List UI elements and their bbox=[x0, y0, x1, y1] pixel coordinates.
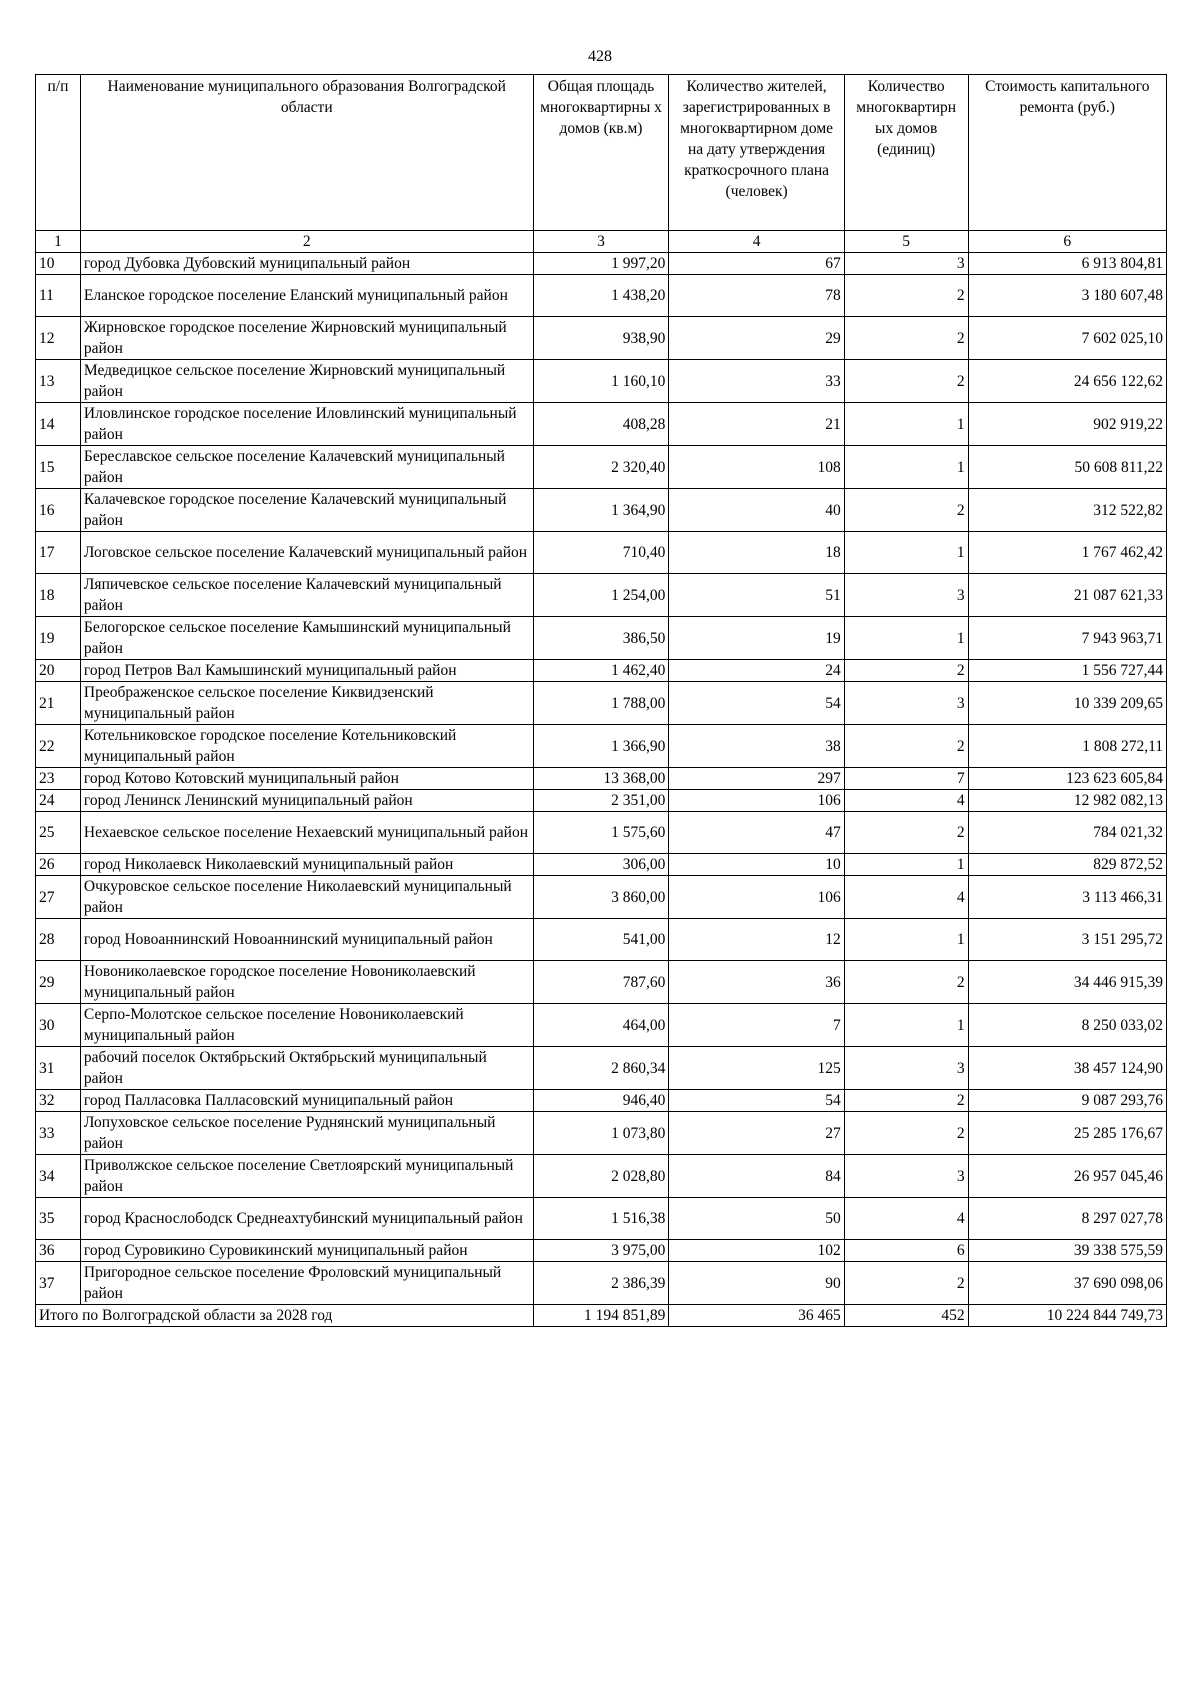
row-cost: 784 021,32 bbox=[968, 812, 1166, 854]
total-cost: 10 224 844 749,73 bbox=[968, 1305, 1166, 1327]
row-houses: 2 bbox=[844, 1112, 968, 1155]
table-row bbox=[36, 1090, 1167, 1112]
row-number: 37 bbox=[36, 1262, 81, 1305]
table-row bbox=[36, 1155, 1167, 1198]
row-cost: 8 297 027,78 bbox=[968, 1198, 1166, 1240]
row-cost: 6 913 804,81 bbox=[968, 253, 1166, 275]
row-area: 2 320,40 bbox=[533, 446, 669, 489]
table-row bbox=[36, 403, 1167, 446]
row-residents: 297 bbox=[669, 768, 844, 790]
row-residents: 102 bbox=[669, 1240, 844, 1262]
row-number: 30 bbox=[36, 1004, 81, 1047]
row-houses: 1 bbox=[844, 1004, 968, 1047]
row-number: 29 bbox=[36, 961, 81, 1004]
row-residents: 106 bbox=[669, 876, 844, 919]
row-residents: 33 bbox=[669, 360, 844, 403]
table-row bbox=[36, 1112, 1167, 1155]
row-number: 15 bbox=[36, 446, 81, 489]
row-cost: 38 457 124,90 bbox=[968, 1047, 1166, 1090]
row-cost: 3 151 295,72 bbox=[968, 919, 1166, 961]
row-municipality: Еланское городское поселение Еланский муниципальный район bbox=[80, 275, 533, 317]
row-number: 14 bbox=[36, 403, 81, 446]
row-number: 33 bbox=[36, 1112, 81, 1155]
row-residents: 90 bbox=[669, 1262, 844, 1305]
row-municipality: Ляпичевское сельское поселение Калачевский муниципальный район bbox=[80, 574, 533, 617]
row-municipality: Приволжское сельское поселение Светлоярский муниципальный район bbox=[80, 1155, 533, 1198]
row-municipality: Белогорское сельское поселение Камышинский муниципальный район bbox=[80, 617, 533, 660]
row-houses: 2 bbox=[844, 725, 968, 768]
row-houses: 4 bbox=[844, 1198, 968, 1240]
header-residents: Количество жителей, зарегистрированных в многоквартирном доме на дату утверждения краткосрочного плана (человек) bbox=[669, 75, 844, 231]
row-residents: 78 bbox=[669, 275, 844, 317]
row-residents: 29 bbox=[669, 317, 844, 360]
row-cost: 123 623 605,84 bbox=[968, 768, 1166, 790]
row-area: 408,28 bbox=[533, 403, 669, 446]
row-municipality: город Дубовка Дубовский муниципальный район bbox=[80, 253, 533, 275]
table-row bbox=[36, 1047, 1167, 1090]
row-residents: 47 bbox=[669, 812, 844, 854]
row-residents: 40 bbox=[669, 489, 844, 532]
table-row bbox=[36, 854, 1167, 876]
row-cost: 1 556 727,44 bbox=[968, 660, 1166, 682]
row-area: 13 368,00 bbox=[533, 768, 669, 790]
row-residents: 50 bbox=[669, 1198, 844, 1240]
row-houses: 7 bbox=[844, 768, 968, 790]
row-area: 1 364,90 bbox=[533, 489, 669, 532]
row-area: 938,90 bbox=[533, 317, 669, 360]
row-area: 1 462,40 bbox=[533, 660, 669, 682]
row-residents: 54 bbox=[669, 682, 844, 725]
table-row bbox=[36, 876, 1167, 919]
row-number: 24 bbox=[36, 790, 81, 812]
row-municipality: рабочий поселок Октябрьский Октябрьский муниципальный район bbox=[80, 1047, 533, 1090]
row-municipality: город Котово Котовский муниципальный район bbox=[80, 768, 533, 790]
row-residents: 84 bbox=[669, 1155, 844, 1198]
row-cost: 34 446 915,39 bbox=[968, 961, 1166, 1004]
row-houses: 2 bbox=[844, 275, 968, 317]
row-houses: 2 bbox=[844, 1090, 968, 1112]
row-residents: 12 bbox=[669, 919, 844, 961]
row-municipality: Иловлинское городское поселение Иловлинский муниципальный район bbox=[80, 403, 533, 446]
row-municipality: Медведицкое сельское поселение Жирновский муниципальный район bbox=[80, 360, 533, 403]
row-houses: 1 bbox=[844, 532, 968, 574]
row-cost: 7 943 963,71 bbox=[968, 617, 1166, 660]
row-houses: 2 bbox=[844, 489, 968, 532]
row-houses: 2 bbox=[844, 961, 968, 1004]
row-area: 710,40 bbox=[533, 532, 669, 574]
row-area: 1 160,10 bbox=[533, 360, 669, 403]
row-municipality: Лопуховское сельское поселение Руднянский муниципальный район bbox=[80, 1112, 533, 1155]
row-area: 541,00 bbox=[533, 919, 669, 961]
row-residents: 67 bbox=[669, 253, 844, 275]
row-houses: 3 bbox=[844, 682, 968, 725]
row-cost: 829 872,52 bbox=[968, 854, 1166, 876]
row-houses: 2 bbox=[844, 1262, 968, 1305]
header-houses: Количество многоквартирн ых домов (единиц) bbox=[844, 75, 968, 231]
row-area: 1 516,38 bbox=[533, 1198, 669, 1240]
row-cost: 25 285 176,67 bbox=[968, 1112, 1166, 1155]
column-number: 4 bbox=[669, 231, 844, 253]
table-row bbox=[36, 812, 1167, 854]
row-municipality: Калачевское городское поселение Калачевский муниципальный район bbox=[80, 489, 533, 532]
table-row bbox=[36, 532, 1167, 574]
total-residents: 36 465 bbox=[669, 1305, 844, 1327]
row-number: 20 bbox=[36, 660, 81, 682]
row-houses: 1 bbox=[844, 617, 968, 660]
header-number: п/п bbox=[36, 75, 81, 231]
row-residents: 125 bbox=[669, 1047, 844, 1090]
row-municipality: Очкуровское сельское поселение Николаевский муниципальный район bbox=[80, 876, 533, 919]
row-cost: 3 180 607,48 bbox=[968, 275, 1166, 317]
row-cost: 902 919,22 bbox=[968, 403, 1166, 446]
page-number: 428 bbox=[588, 48, 612, 65]
row-cost: 21 087 621,33 bbox=[968, 574, 1166, 617]
row-number: 22 bbox=[36, 725, 81, 768]
row-number: 31 bbox=[36, 1047, 81, 1090]
row-number: 16 bbox=[36, 489, 81, 532]
row-area: 1 073,80 bbox=[533, 1112, 669, 1155]
row-residents: 24 bbox=[669, 660, 844, 682]
header-municipality: Наименование муниципального образования Волгоградской области bbox=[80, 75, 533, 231]
row-number: 26 bbox=[36, 854, 81, 876]
table-row bbox=[36, 1198, 1167, 1240]
row-houses: 3 bbox=[844, 253, 968, 275]
row-area: 2 860,34 bbox=[533, 1047, 669, 1090]
row-houses: 1 bbox=[844, 919, 968, 961]
total-area: 1 194 851,89 bbox=[533, 1305, 669, 1327]
total-label: Итого по Волгоградской области за 2028 год bbox=[36, 1305, 534, 1327]
table-row bbox=[36, 682, 1167, 725]
row-houses: 1 bbox=[844, 446, 968, 489]
row-houses: 2 bbox=[844, 317, 968, 360]
row-cost: 39 338 575,59 bbox=[968, 1240, 1166, 1262]
row-municipality: город Николаевск Николаевский муниципальный район bbox=[80, 854, 533, 876]
table-row bbox=[36, 489, 1167, 532]
row-municipality: Пригородное сельское поселение Фроловский муниципальный район bbox=[80, 1262, 533, 1305]
row-area: 386,50 bbox=[533, 617, 669, 660]
row-area: 1 997,20 bbox=[533, 253, 669, 275]
table-row bbox=[36, 1240, 1167, 1262]
row-houses: 1 bbox=[844, 854, 968, 876]
column-number: 3 bbox=[533, 231, 669, 253]
row-number: 32 bbox=[36, 1090, 81, 1112]
row-residents: 18 bbox=[669, 532, 844, 574]
total-houses: 452 bbox=[844, 1305, 968, 1327]
header-cost: Стоимость капитального ремонта (руб.) bbox=[968, 75, 1166, 231]
row-houses: 4 bbox=[844, 876, 968, 919]
header-area: Общая площадь многоквартирны х домов (кв.м) bbox=[533, 75, 669, 231]
row-houses: 2 bbox=[844, 360, 968, 403]
row-cost: 50 608 811,22 bbox=[968, 446, 1166, 489]
row-houses: 2 bbox=[844, 812, 968, 854]
row-residents: 38 bbox=[669, 725, 844, 768]
row-municipality: Преображенское сельское поселение Киквидзенский муниципальный район bbox=[80, 682, 533, 725]
row-cost: 37 690 098,06 bbox=[968, 1262, 1166, 1305]
row-cost: 10 339 209,65 bbox=[968, 682, 1166, 725]
row-residents: 51 bbox=[669, 574, 844, 617]
row-residents: 36 bbox=[669, 961, 844, 1004]
table-row bbox=[36, 725, 1167, 768]
table-row bbox=[36, 360, 1167, 403]
row-municipality: Нехаевское сельское поселение Нехаевский муниципальный район bbox=[80, 812, 533, 854]
column-number-row bbox=[36, 231, 1167, 253]
row-municipality: город Петров Вал Камышинский муниципальный район bbox=[80, 660, 533, 682]
table-row bbox=[36, 790, 1167, 812]
row-residents: 108 bbox=[669, 446, 844, 489]
row-area: 306,00 bbox=[533, 854, 669, 876]
row-houses: 6 bbox=[844, 1240, 968, 1262]
table-row bbox=[36, 253, 1167, 275]
column-number: 1 bbox=[36, 231, 81, 253]
row-number: 13 bbox=[36, 360, 81, 403]
table-row bbox=[36, 660, 1167, 682]
table-row bbox=[36, 317, 1167, 360]
row-municipality: Жирновское городское поселение Жирновский муниципальный район bbox=[80, 317, 533, 360]
table-row bbox=[36, 617, 1167, 660]
row-area: 1 366,90 bbox=[533, 725, 669, 768]
table-row bbox=[36, 446, 1167, 489]
row-residents: 27 bbox=[669, 1112, 844, 1155]
row-houses: 1 bbox=[844, 403, 968, 446]
row-area: 2 386,39 bbox=[533, 1262, 669, 1305]
row-area: 1 575,60 bbox=[533, 812, 669, 854]
row-area: 946,40 bbox=[533, 1090, 669, 1112]
row-number: 28 bbox=[36, 919, 81, 961]
row-number: 17 bbox=[36, 532, 81, 574]
row-houses: 3 bbox=[844, 1155, 968, 1198]
row-number: 36 bbox=[36, 1240, 81, 1262]
table-row bbox=[36, 574, 1167, 617]
row-area: 3 860,00 bbox=[533, 876, 669, 919]
row-residents: 7 bbox=[669, 1004, 844, 1047]
row-cost: 8 250 033,02 bbox=[968, 1004, 1166, 1047]
column-number: 2 bbox=[80, 231, 533, 253]
row-area: 787,60 bbox=[533, 961, 669, 1004]
row-area: 3 975,00 bbox=[533, 1240, 669, 1262]
row-cost: 24 656 122,62 bbox=[968, 360, 1166, 403]
row-municipality: город Краснослободск Среднеахтубинский муниципальный район bbox=[80, 1198, 533, 1240]
row-cost: 1 808 272,11 bbox=[968, 725, 1166, 768]
row-cost: 1 767 462,42 bbox=[968, 532, 1166, 574]
row-area: 1 254,00 bbox=[533, 574, 669, 617]
row-number: 21 bbox=[36, 682, 81, 725]
row-municipality: Логовское сельское поселение Калачевский муниципальный район bbox=[80, 532, 533, 574]
row-houses: 3 bbox=[844, 574, 968, 617]
row-cost: 26 957 045,46 bbox=[968, 1155, 1166, 1198]
row-municipality: город Суровикино Суровикинский муниципальный район bbox=[80, 1240, 533, 1262]
row-number: 23 bbox=[36, 768, 81, 790]
row-number: 25 bbox=[36, 812, 81, 854]
row-municipality: город Палласовка Палласовский муниципальный район bbox=[80, 1090, 533, 1112]
table-row bbox=[36, 1262, 1167, 1305]
table-row bbox=[36, 919, 1167, 961]
row-municipality: город Новоаннинский Новоаннинский муниципальный район bbox=[80, 919, 533, 961]
row-municipality: город Ленинск Ленинский муниципальный район bbox=[80, 790, 533, 812]
row-cost: 312 522,82 bbox=[968, 489, 1166, 532]
row-houses: 2 bbox=[844, 660, 968, 682]
row-number: 11 bbox=[36, 275, 81, 317]
row-cost: 9 087 293,76 bbox=[968, 1090, 1166, 1112]
row-number: 18 bbox=[36, 574, 81, 617]
row-number: 12 bbox=[36, 317, 81, 360]
row-municipality: Серпо-Молотское сельское поселение Новониколаевский муниципальный район bbox=[80, 1004, 533, 1047]
row-houses: 3 bbox=[844, 1047, 968, 1090]
row-number: 34 bbox=[36, 1155, 81, 1198]
header-row bbox=[36, 75, 1167, 231]
total-row bbox=[36, 1305, 1167, 1327]
row-number: 10 bbox=[36, 253, 81, 275]
table-row bbox=[36, 768, 1167, 790]
table-row bbox=[36, 1004, 1167, 1047]
row-area: 1 438,20 bbox=[533, 275, 669, 317]
row-residents: 106 bbox=[669, 790, 844, 812]
row-residents: 54 bbox=[669, 1090, 844, 1112]
column-number: 5 bbox=[844, 231, 968, 253]
table-row bbox=[36, 275, 1167, 317]
row-number: 27 bbox=[36, 876, 81, 919]
row-area: 2 028,80 bbox=[533, 1155, 669, 1198]
table-row bbox=[36, 961, 1167, 1004]
row-residents: 21 bbox=[669, 403, 844, 446]
row-cost: 12 982 082,13 bbox=[968, 790, 1166, 812]
row-area: 2 351,00 bbox=[533, 790, 669, 812]
row-residents: 10 bbox=[669, 854, 844, 876]
table-body bbox=[36, 253, 1167, 1305]
row-municipality: Береславское сельское поселение Калачевский муниципальный район bbox=[80, 446, 533, 489]
column-number: 6 bbox=[968, 231, 1166, 253]
row-residents: 19 bbox=[669, 617, 844, 660]
row-cost: 7 602 025,10 bbox=[968, 317, 1166, 360]
capital-repair-table bbox=[35, 74, 1167, 1327]
row-number: 19 bbox=[36, 617, 81, 660]
row-number: 35 bbox=[36, 1198, 81, 1240]
row-area: 464,00 bbox=[533, 1004, 669, 1047]
row-cost: 3 113 466,31 bbox=[968, 876, 1166, 919]
row-houses: 4 bbox=[844, 790, 968, 812]
row-area: 1 788,00 bbox=[533, 682, 669, 725]
row-municipality: Котельниковское городское поселение Котельниковский муниципальный район bbox=[80, 725, 533, 768]
row-municipality: Новониколаевское городское поселение Новониколаевский муниципальный район bbox=[80, 961, 533, 1004]
